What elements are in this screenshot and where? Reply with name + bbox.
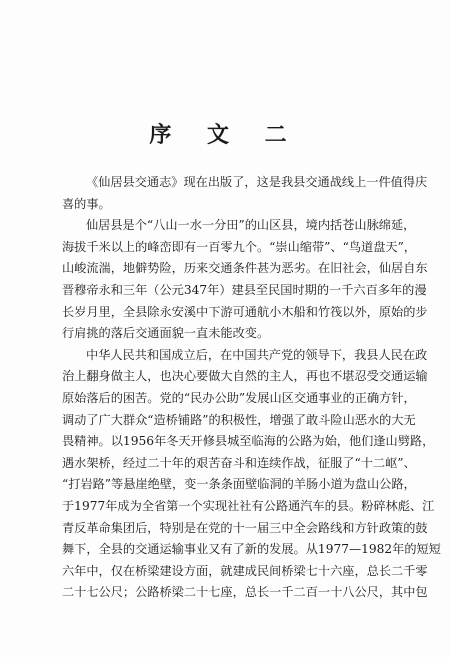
text-line: 遇水架桥，经过二十年的艰苦奋斗和连续作战，征服了“十二岖”、 (62, 455, 416, 470)
page-title: 序 文 二 (149, 123, 301, 148)
text-line: 山峻流湍，地僻势险，历来交通条件甚为恶劣。在旧社会，仙居自东 (62, 261, 428, 276)
text-line: 青反革命集团后，特别是在党的十一届三中全会路线和方针政策的鼓 (62, 520, 428, 535)
text-line: “打岩路”等悬崖绝壁，变一条条面壁临洞的羊肠小道为盘山公路， (62, 477, 416, 492)
text-line: 畏精神。以1956年冬天开修县城至临海的公路为始，他们逢山劈路， (62, 434, 435, 449)
text-line: 于1977年成为全省第一个实现社社有公路通汽车的县。粉碎林彪、江 (62, 498, 435, 513)
text-line: 六年中，仅在桥梁建设方面，就建成民间桥梁七十六座，总长二千零 (62, 563, 428, 578)
text-line: 行肩挑的落后交通面貌一直未能改变。 (62, 326, 270, 341)
text-line: 调动了广大群众“造桥铺路”的积极性，增强了敢斗险山恶水的大无 (62, 412, 416, 427)
body-text (62, 172, 441, 604)
text-line: 原始落后的困苦。党的“民办公助”发展山区交通事业的正确方针， (62, 390, 416, 405)
text-line: 《仙居县交通志》现在出版了，这是我县交通战线上一件值得庆 (86, 175, 428, 189)
text-line: 二十七公尺；公路桥梁二十七座，总长一千二百一十八公尺，其中包 (62, 585, 428, 600)
text-line: 治上翻身做主人，也决心要做大自然的主人，再也不堪忍受交通运输 (62, 369, 428, 384)
text-line: 长岁月里，全县除永安溪中下游可通航小木船和竹筏以外，原始的步 (62, 304, 428, 319)
text-line: 仙居县是个“八山一水一分田”的山区县，境内括苍山脉绵延， (86, 218, 416, 233)
text-line: 海拔千米以上的峰峦即有一百零九个。“崇山缩带”、“鸟道盘天”， (62, 239, 416, 254)
text-line: 喜的事。 (62, 196, 111, 211)
text-line: 中华人民共和国成立后，在中国共产党的领导下，我县人民在政 (86, 347, 428, 362)
text-line: 晋穆帝永和三年（公元347年）建县至民国时期的一千六百多年的漫 (62, 282, 427, 297)
text-line: 舞下，全县的交通运输事业又有了新的发展。从1977—1982年的短短 (62, 542, 441, 557)
